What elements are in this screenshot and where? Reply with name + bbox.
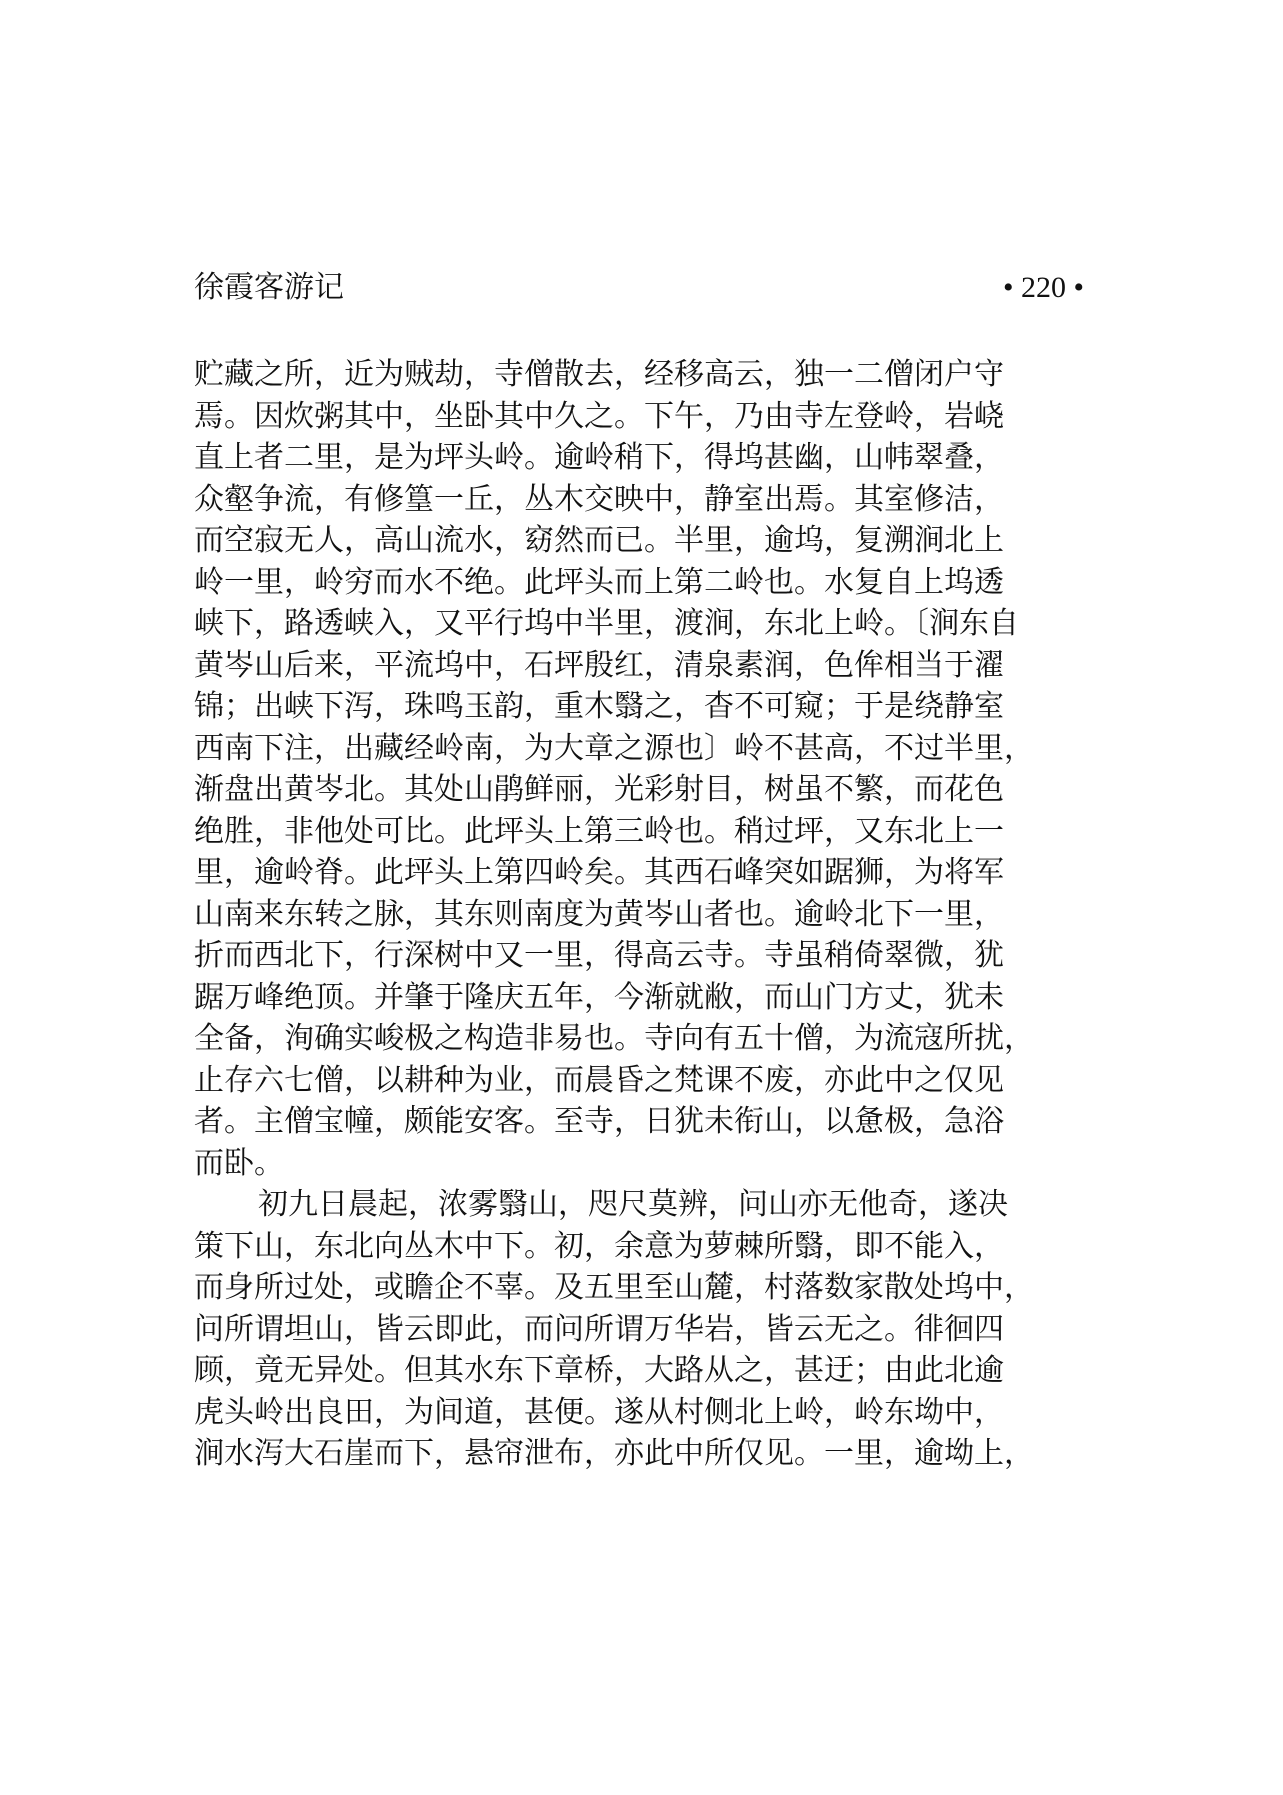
text-line: 渐盘出黄岑北。其处山鹃鲜丽，光彩射目，树虽不繁，而花色: [194, 772, 1004, 807]
text-line: 山南来东转之脉，其东则南度为黄岑山者也。逾岭北下一里，: [194, 896, 1004, 932]
body-text: [194, 354, 1094, 1475]
text-line: 涧水泻大石崖而下，悬帘泄布，亦此中所仅见。一里，逾坳上，: [194, 1436, 1034, 1471]
text-line: 锦；出峡下泻，珠鸣玉韵，重木翳之，杳不可窥；于是绕静室: [194, 689, 1004, 724]
text-line: 而身所过处，或瞻企不辜。及五里至山麓，村落数家散处坞中，: [194, 1270, 1034, 1305]
text-line: 折而西北下，行深树中又一里，得高云寺。寺虽稍倚翠微，犹: [194, 938, 1004, 973]
text-line: 西南下注，出藏经岭南，为大章之源也〕岭不甚高，不过半里，: [194, 730, 1034, 766]
paragraph-first-line: 初九日晨起，浓雾翳山，咫尺莫辨，问山亦无他奇，遂决: [258, 1187, 1008, 1222]
page-number: • 220 •: [1002, 271, 1084, 304]
text-line: 策下山，东北向丛木中下。初，余意为萝棘所翳，即不能入，: [194, 1228, 1004, 1264]
text-line: 里，逾岭脊。此坪头上第四岭矣。其西石峰突如踞狮，为将军: [194, 855, 1004, 890]
text-line: 贮藏之所，近为贼劫，寺僧散去，经移高云，独一二僧闭户守: [194, 357, 1004, 392]
text-line: 岭一里，岭穷而水不绝。此坪头而上第二岭也。水复自上坞透: [194, 564, 1004, 600]
text-line: 众壑争流，有修篁一丘，丛木交映中，静室出焉。其室修洁，: [194, 481, 1004, 517]
page-header: [194, 266, 1084, 310]
text-line: 者。主僧宝幢，颇能安客。至寺，日犹未衔山，以惫极，急浴: [194, 1104, 1004, 1139]
text-line: 止存六七僧，以耕种为业，而晨昏之梵课不废，亦此中之仅见: [194, 1062, 1004, 1098]
text-line: 直上者二里，是为坪头岭。逾岭稍下，得坞甚幽，山帏翠叠，: [194, 440, 1004, 475]
text-line: 峡下，路透峡入，又平行坞中半里，渡涧，东北上岭。〔涧东自: [194, 606, 1019, 641]
text-line: 而卧。: [194, 1145, 284, 1181]
text-line: 顾，竟无异处。但其水东下章桥，大路从之，甚迂；由此北逾: [194, 1353, 1004, 1388]
text-line: 虎头岭出良田，为间道，甚便。遂从村侧北上岭，岭东坳中，: [194, 1394, 1004, 1430]
text-line: 黄岑山后来，平流坞中，石坪殷红，清泉素润，色侔相当于濯: [194, 647, 1004, 683]
text-line: 而空寂无人，高山流水，窈然而已。半里，逾坞，复溯涧北上: [194, 523, 1004, 558]
book-title: 徐霞客游记: [194, 270, 344, 305]
text-line: 焉。因炊粥其中，坐卧其中久之。下午，乃由寺左登岭，岩峣: [194, 398, 1004, 434]
text-line: 问所谓坦山，皆云即此，而问所谓万华岩，皆云无之。徘徊四: [194, 1311, 1004, 1347]
text-line: 全备，洵确实峻极之构造非易也。寺向有五十僧，为流寇所扰，: [194, 1021, 1034, 1056]
text-line: 踞万峰绝顶。并肇于隆庆五年，今渐就敝，而山门方丈，犹未: [194, 979, 1004, 1015]
text-line: 绝胜，非他处可比。此坪头上第三岭也。稍过坪，又东北上一: [194, 813, 1004, 849]
